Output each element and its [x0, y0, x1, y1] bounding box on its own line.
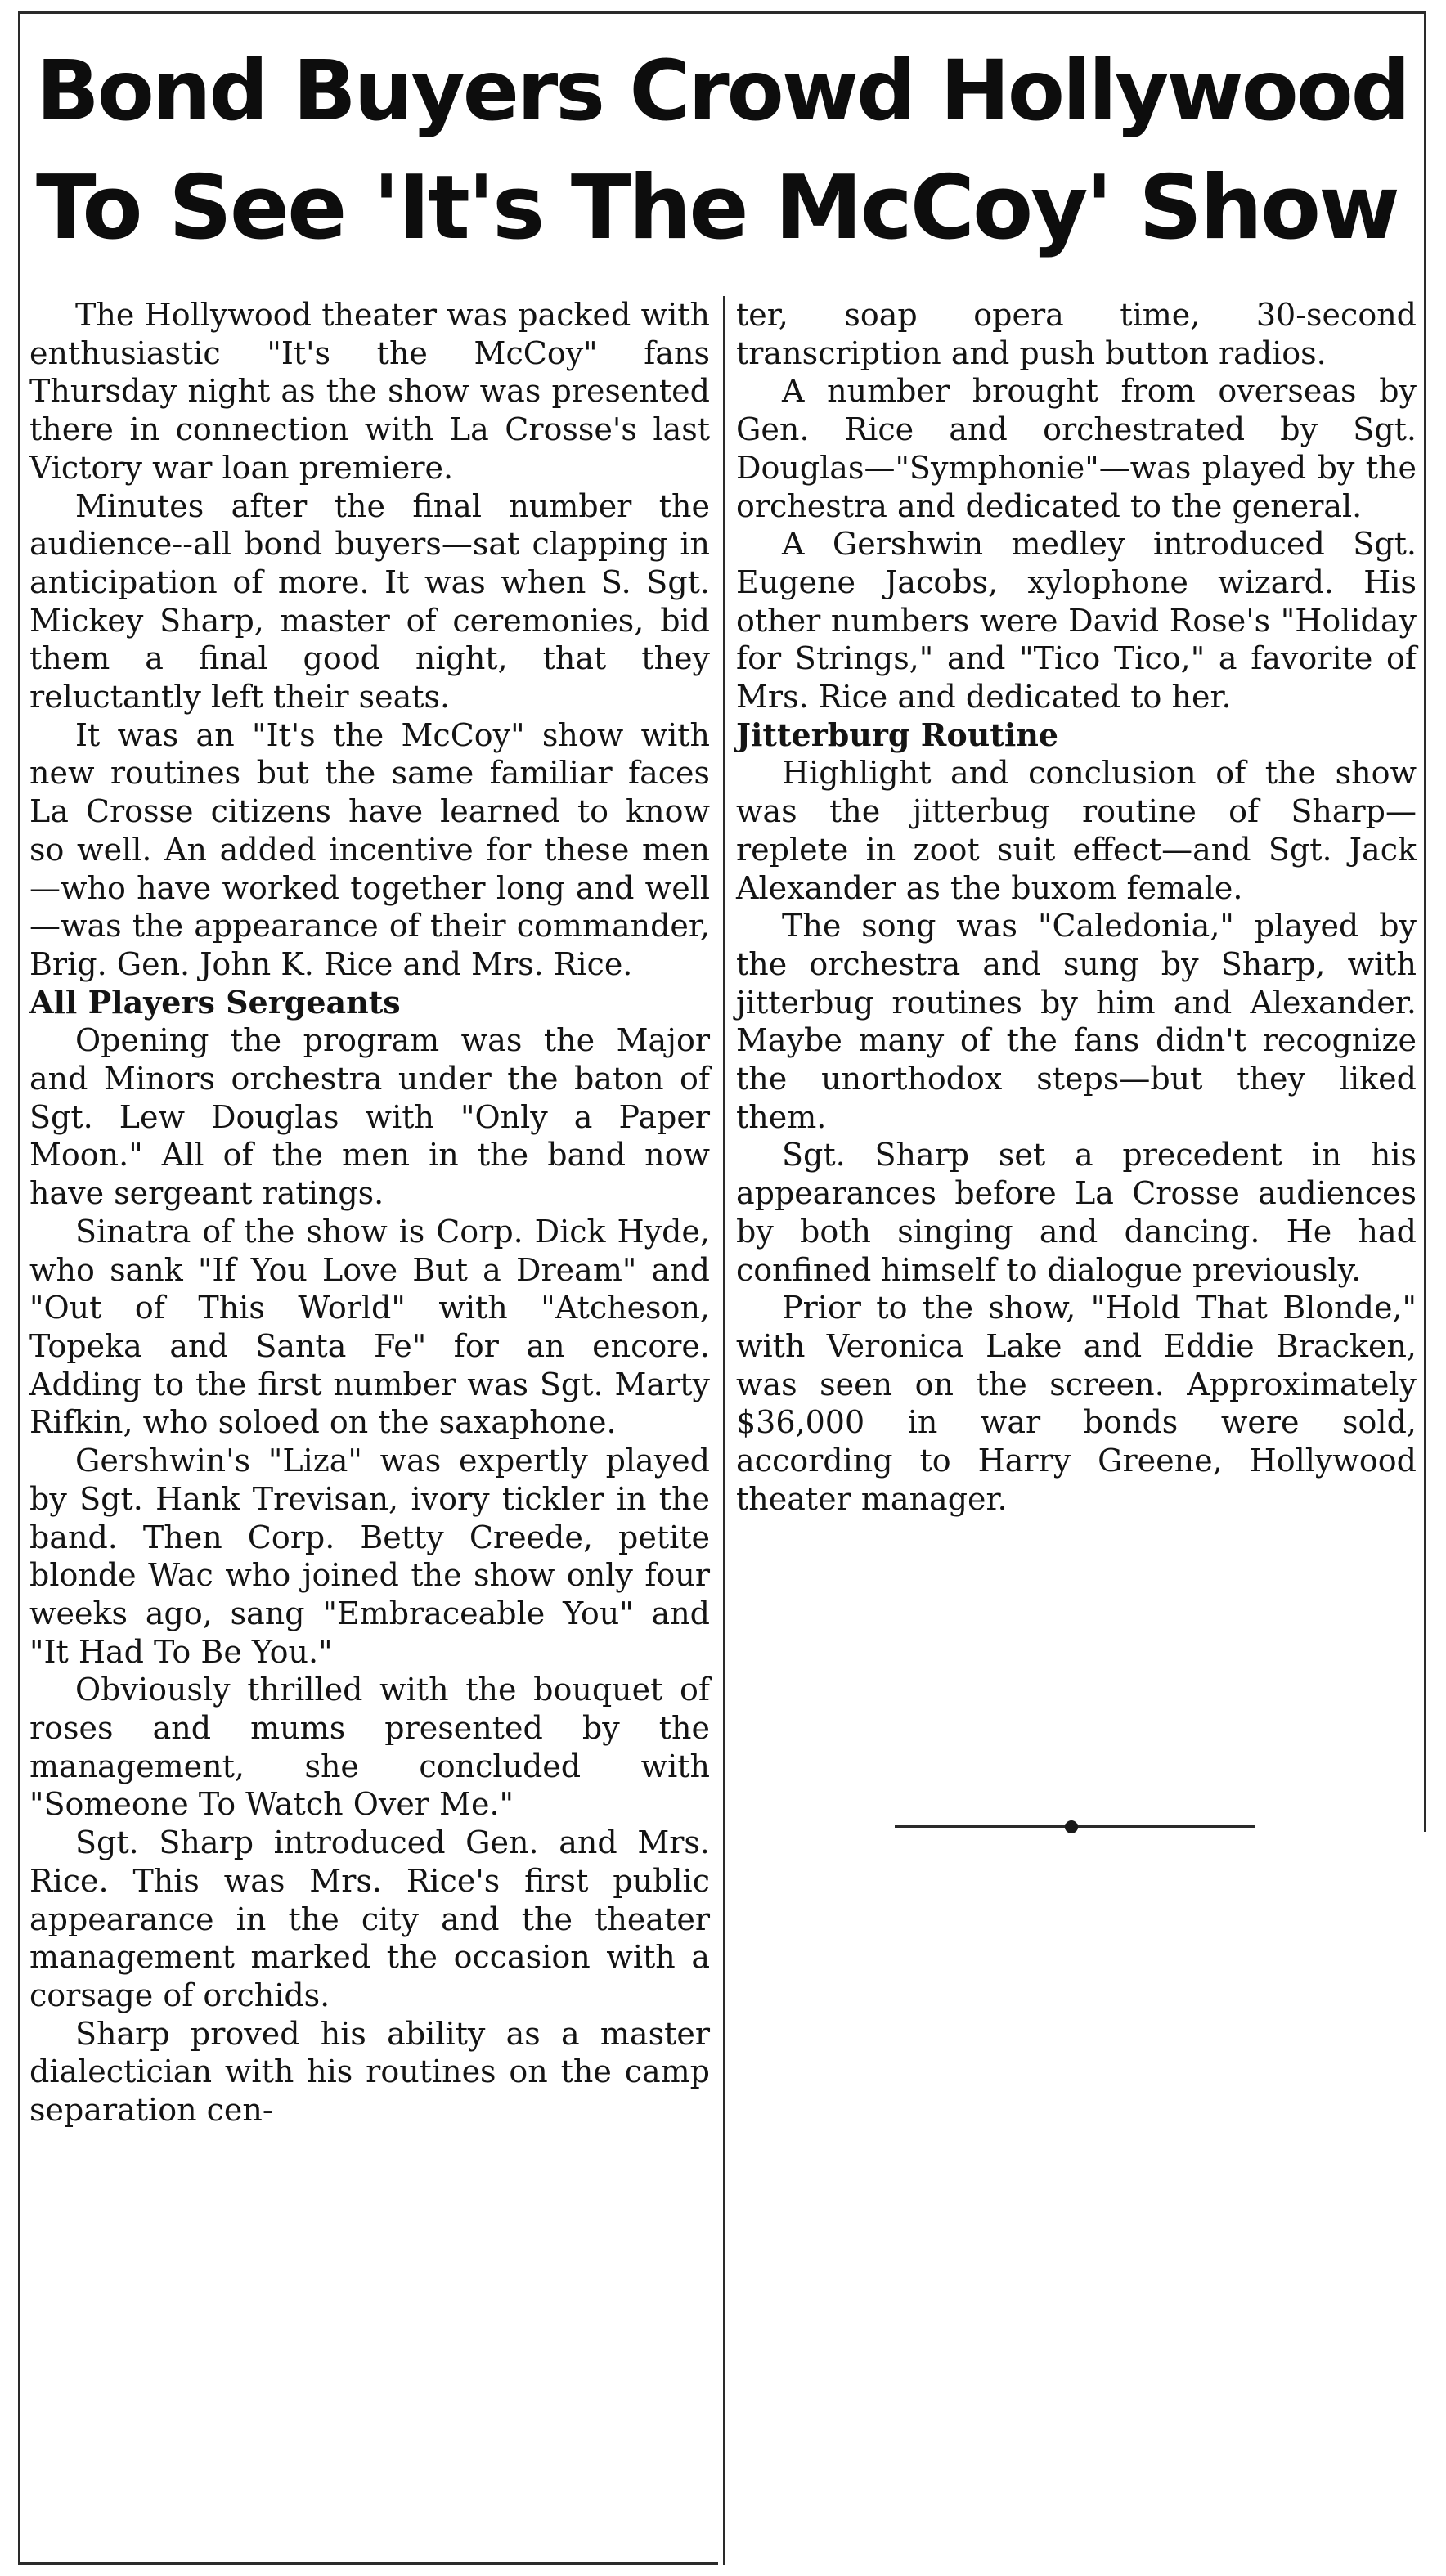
paragraph: It was an "It's the McCoy" show with new routines but the same familiar faces La Crosse citizens have learned to know so well. An added incentive for these men—who have worked together long and well—was the appearance of their commander, Brig. Gen. John K. Rice and Mrs. Rice. [29, 716, 710, 982]
paragraph: Highlight and conclusion of the show was the jitterbug routine of Sharp—replete in zoot suit effect—and Sgt. Jack Alexander as the buxom female. [736, 755, 1417, 906]
paragraph: ter, soap opera time, 30-second transcription and push button radios. [736, 297, 1417, 371]
paragraph: Prior to the show, "Hold That Blonde," with Veronica Lake and Eddie Bracken, was seen on the screen. Approximately $36,000 in war bonds were sold, according to Harry Greene, Hollywood theater manager. [736, 1290, 1417, 1517]
headline-line-2: To See 'It's The McCoy' Show [36, 157, 1398, 259]
paragraph: Gershwin's "Liza" was expertly played by Sgt. Hank Trevisan, ivory tickler in the band. Then Corp. Betty Creede, petite blonde Wac who joined the show only four weeks ago, sang "Embraceable You" and "It Had To Be You." [29, 1443, 710, 1670]
paragraph: A number brought from overseas by Gen. Rice and orchestrated by Sgt. Douglas—"Symphonie"—was played by the orchestra and dedicated to the general. [736, 373, 1417, 524]
subheading: Jitterburg Routine [736, 716, 1059, 753]
paragraph: The song was "Caledonia," played by the orchestra and sung by Sharp, with jitterbug routines by him and Alexander. Maybe many of the fans didn't recognize the unorthodox steps—but they liked them. [736, 908, 1417, 1135]
paragraph: Opening the program was the Major and Minors orchestra under the baton of Sgt. Lew Douglas with "Only a Paper Moon." All of the men in the band now have sergeant ratings. [29, 1022, 710, 1212]
end-dot [1065, 1820, 1078, 1833]
paragraph: Sgt. Sharp introduced Gen. and Mrs. Rice. This was Mrs. Rice's first public appearance in the city and the theater management marked the occasion with a corsage of orchids. [29, 1824, 710, 2013]
paragraph: Obviously thrilled with the bouquet of roses and mums presented by the management, she concluded with "Someone To Watch Over Me." [29, 1672, 710, 1823]
paragraph: The Hollywood theater was packed with enthusiastic "It's the McCoy" fans Thursday night as the show was presented there in connection with La Crosse's last Victory war loan premiere. [29, 297, 710, 486]
paragraph: A Gershwin medley introduced Sgt. Eugene Jacobs, xylophone wizard. His other numbers were David Rose's "Holiday for Strings," and "Tico Tico," a favorite of Mrs. Rice and dedicated to her. [736, 526, 1417, 716]
paragraph: Minutes after the final number the audience--all bond buyers—sat clapping in anticipation of more. It was when S. Sgt. Mickey Sharp, master of ceremonies, bid them a final good night, that they reluctantly left their seats. [29, 487, 710, 716]
right-border [1424, 11, 1426, 1832]
paragraph: Sinatra of the show is Corp. Dick Hyde, who sank "If You Love But a Dream" and "Out of This World" with "Atcheson, Topeka and Santa Fe" for an encore. Adding to the first number was Sgt. Marty Rifkin, who soloed on the saxaphone. [29, 1213, 710, 1441]
paragraph: Sharp proved his ability as a master dialectician with his routines on the camp separation cen- [29, 2015, 710, 2129]
paragraph: Sgt. Sharp set a precedent in his appearances before La Crosse audiences by both singing and dancing. He had confined himself to dialogue previously. [736, 1137, 1417, 1288]
subheading: All Players Sergeants [29, 983, 401, 1021]
column-divider [723, 296, 725, 2565]
left-border [18, 11, 20, 2565]
bottom-border [18, 2562, 718, 2565]
top-border [18, 11, 1426, 14]
headline-line-1: Bond Buyers Crowd Hollywood [36, 43, 1408, 140]
article-column-1 [29, 296, 710, 2129]
article-column-2 [736, 296, 1417, 1519]
headline [36, 33, 1418, 267]
end-ornament [895, 1820, 1255, 1832]
